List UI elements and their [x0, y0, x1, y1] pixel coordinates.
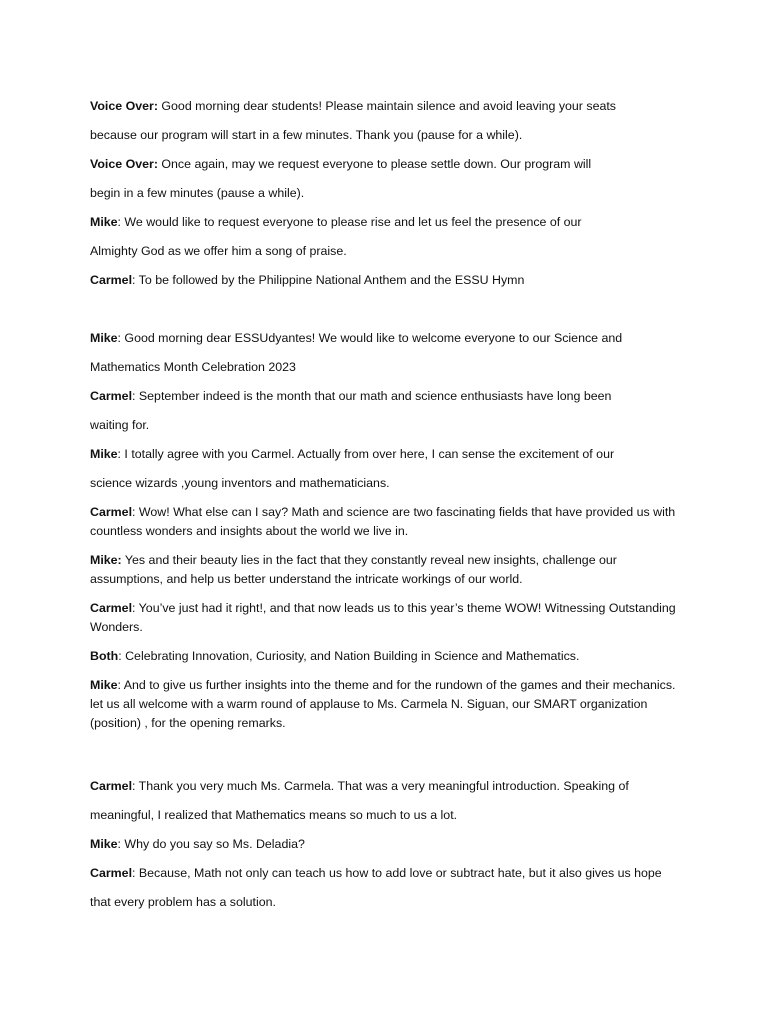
dialogue-line — [90, 772, 690, 830]
dialogue-line — [90, 266, 690, 295]
speaker-name: Mike: — [90, 553, 122, 567]
dialogue-text: that every problem has a solution. — [90, 895, 276, 909]
speaker-name: Voice Over: — [90, 157, 158, 171]
dialogue-line — [90, 440, 690, 498]
speaker-name: Voice Over: — [90, 99, 158, 113]
blank-line — [90, 743, 690, 772]
dialogue-text: Almighty God as we offer him a song of praise. — [90, 244, 347, 258]
dialogue-line — [90, 503, 690, 541]
dialogue-text: begin in a few minutes (pause a while). — [90, 186, 305, 200]
speaker-name: Mike — [90, 331, 118, 345]
blank-line — [90, 295, 690, 324]
dialogue-text: : September indeed is the month that our math and science enthusiasts have long been — [132, 389, 612, 403]
dialogue-text: Once again, may we request everyone to please settle down. Our program will — [157, 157, 592, 171]
speaker-name: Carmel — [90, 273, 133, 287]
dialogue-text: : Good morning dear ESSUdyantes! We would like to welcome everyone to our Science and — [117, 331, 623, 345]
dialogue-text: : Why do you say so Ms. Deladia? — [117, 837, 305, 851]
dialogue-text: : To be followed by the Philippine National Anthem and the ESSU Hymn — [132, 273, 525, 287]
speaker-name: Mike — [90, 215, 118, 229]
script-body — [90, 92, 690, 917]
dialogue-line — [90, 92, 690, 150]
speaker-name: Mike — [90, 447, 118, 461]
speaker-name: Both — [90, 649, 119, 663]
speaker-name: Carmel — [90, 505, 133, 519]
speaker-name: Carmel — [90, 866, 133, 880]
dialogue-line — [90, 382, 690, 440]
speaker-name: Carmel — [90, 389, 133, 403]
dialogue-text: : We would like to request everyone to please rise and let us feel the presence of our — [117, 215, 582, 229]
dialogue-line — [90, 551, 690, 589]
dialogue-line — [90, 647, 690, 666]
dialogue-text: Mathematics Month Celebration 2023 — [90, 360, 296, 374]
speaker-name: Mike — [90, 837, 118, 851]
dialogue-text: : And to give us further insights into the theme and for the rundown of the games and their mechanics. let us all welcome with a warm round of applause to Ms. Carmela N. Siguan, our SMART organization (position) , for the opening remarks. — [90, 678, 676, 730]
dialogue-text: : Because, Math not only can teach us how to add love or subtract hate, but it also gives us hope — [132, 866, 662, 880]
dialogue-text: science wizards ,young inventors and mathematicians. — [90, 476, 390, 490]
dialogue-text: : Thank you very much Ms. Carmela. That was a very meaningful introduction. Speaking of — [132, 779, 629, 793]
dialogue-line — [90, 150, 690, 208]
dialogue-text: meaningful, I realized that Mathematics means so much to us a lot. — [90, 808, 458, 822]
dialogue-text: Yes and their beauty lies in the fact that they constantly reveal new insights, challenge our assumptions, and help us better understand the intricate workings of our world. — [90, 553, 617, 586]
dialogue-text: : Wow! What else can I say? Math and science are two fascinating fields that have provided us with countless wonders and insights about the world we live in. — [90, 505, 676, 538]
speaker-name: Carmel — [90, 779, 133, 793]
dialogue-line — [90, 830, 690, 859]
speaker-name: Carmel — [90, 601, 133, 615]
dialogue-text: waiting for. — [90, 418, 150, 432]
dialogue-line — [90, 859, 690, 917]
dialogue-text: Good morning dear students! Please maintain silence and avoid leaving your seats — [157, 99, 616, 113]
dialogue-line — [90, 599, 690, 637]
dialogue-line — [90, 676, 690, 733]
dialogue-text: : Celebrating Innovation, Curiosity, and Nation Building in Science and Mathematics. — [118, 649, 580, 663]
dialogue-text: : You’ve just had it right!, and that now leads us to this year’s theme WOW! Witnessing Outstanding Wonders. — [90, 601, 676, 634]
dialogue-text: : I totally agree with you Carmel. Actually from over here, I can sense the excitement of our — [117, 447, 615, 461]
dialogue-line — [90, 208, 690, 266]
dialogue-text: because our program will start in a few minutes. Thank you (pause for a while). — [90, 128, 523, 142]
dialogue-line — [90, 324, 690, 382]
speaker-name: Mike — [90, 678, 118, 692]
